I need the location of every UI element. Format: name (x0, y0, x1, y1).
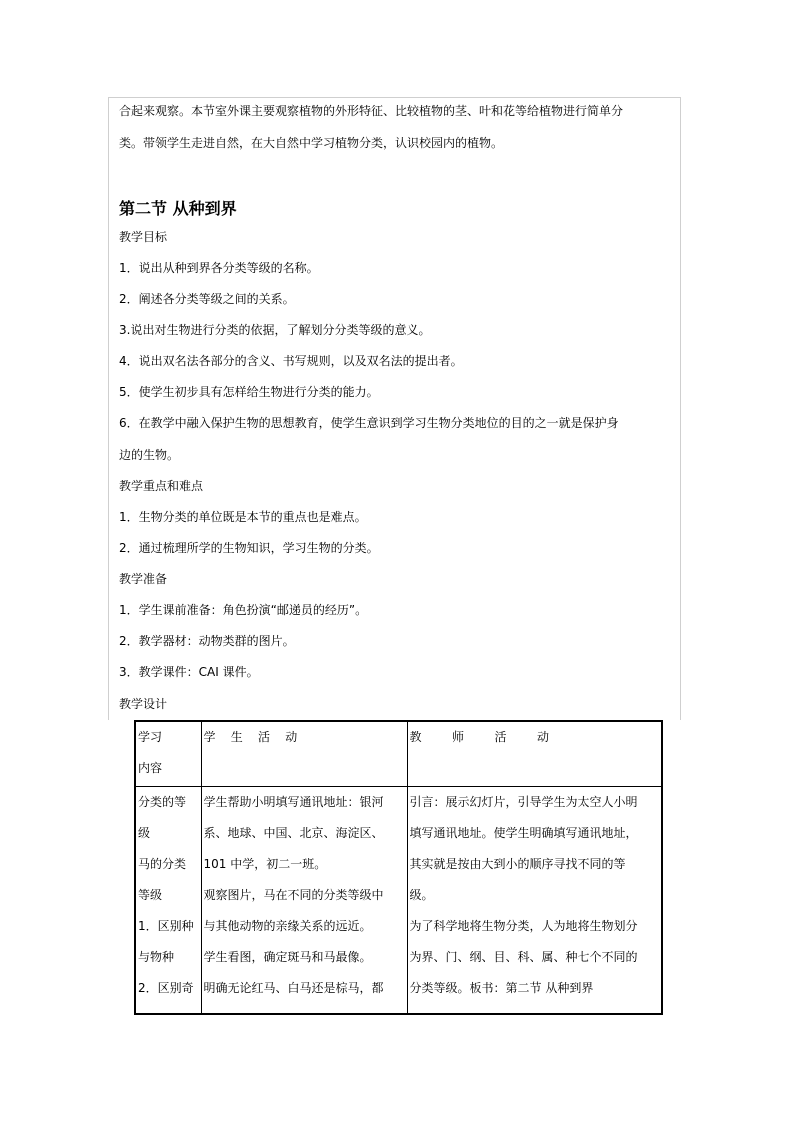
content-cell (135, 787, 201, 1015)
content-line: 等级 (138, 888, 163, 902)
teacher-line: 为了科学地将生物分类，人为地将生物划分 (409, 919, 638, 933)
objective-item: 2．阐述各分类等级之间的关系。 (119, 292, 295, 306)
teacher-line: 填写通讯地址。使学生明确填写通讯地址， (409, 826, 638, 840)
teacher-line: 级。 (409, 888, 434, 902)
intro-line-1: 合起来观察。本节室外课主要观察植物的外形特征、比较植物的茎、叶和花等给植物进行简单分 (119, 104, 624, 118)
header-teacher-label: 教 师 活 动 (409, 730, 550, 744)
teacher-line: 为界、门、纲、目、科、属、种七个不同的 (409, 950, 638, 964)
header-student-label: 学 生 活 动 (203, 730, 298, 744)
content-line: 2．区别奇 (138, 981, 194, 995)
student-line: 观察图片，马在不同的分类等级中 (203, 888, 384, 902)
student-line: 学生帮助小明填写通讯地址：银河 (203, 795, 384, 809)
content-line: 级 (138, 826, 151, 840)
objectives-heading: 教学目标 (119, 230, 168, 244)
objective-item: 边的生物。 (119, 448, 180, 462)
student-line: 学生看图，确定斑马和马最像。 (203, 950, 372, 964)
student-line: 明确无论红马、白马还是棕马，都 (203, 981, 384, 995)
intro-line-2: 类。带领学生走进自然，在大自然中学习植物分类，认识校园内的植物。 (119, 136, 504, 150)
header-content-line: 内容 (138, 761, 163, 775)
table-row (135, 787, 662, 1015)
key-point-item: 2．通过梳理所学的生物知识，学习生物的分类。 (119, 541, 379, 555)
content-line: 1．区别种 (138, 919, 194, 933)
section-title: 第二节 从种到界 (119, 199, 237, 218)
student-line: 101 中学，初二一班。 (203, 857, 327, 871)
page-frame-left (108, 97, 109, 720)
header-content-cell (135, 721, 201, 787)
key-point-item: 1．生物分类的单位既是本节的重点也是难点。 (119, 510, 367, 524)
content-line: 马的分类 (138, 857, 187, 871)
student-line: 与其他动物的亲缘关系的远近。 (203, 919, 372, 933)
page-frame-top (108, 97, 681, 98)
objective-item: 3.说出对生物进行分类的依据，了解划分分类等级的意义。 (119, 323, 431, 337)
teacher-activity-cell (407, 787, 662, 1015)
teacher-line: 引言：展示幻灯片，引导学生为太空人小明 (409, 795, 638, 809)
page-frame-right (680, 97, 681, 720)
objective-item: 1．说出从种到界各分类等级的名称。 (119, 261, 319, 275)
design-heading: 教学设计 (119, 697, 168, 711)
student-activity-cell (201, 787, 407, 1015)
header-teacher-cell (407, 721, 662, 787)
preparation-heading: 教学准备 (119, 572, 168, 586)
content-line: 与物种 (138, 950, 175, 964)
objective-item: 5．使学生初步具有怎样给生物进行分类的能力。 (119, 385, 379, 399)
preparation-item: 2．教学器材：动物类群的图片。 (119, 634, 295, 648)
table-header-row (135, 721, 662, 787)
lesson-design-table (134, 720, 663, 1015)
content-line: 分类的等 (138, 795, 187, 809)
header-content-line: 学习 (138, 730, 163, 744)
student-line: 系、地球、中国、北京、海淀区、 (203, 826, 384, 840)
objective-item: 6．在教学中融入保护生物的思想教育，使学生意识到学习生物分类地位的目的之一就是保护身 (119, 416, 619, 430)
preparation-item: 1．学生课前准备：角色扮演“邮递员的经历”。 (119, 603, 368, 617)
header-student-cell (201, 721, 407, 787)
teacher-line: 分类等级。板书：第二节 从种到界 (409, 981, 594, 995)
teacher-line: 其实就是按由大到小的顺序寻找不同的等 (409, 857, 626, 871)
objective-item: 4．说出双名法各部分的含义、书写规则，以及双名法的提出者。 (119, 354, 463, 368)
preparation-item: 3．教学课件：CAI 课件。 (119, 665, 259, 679)
key-points-heading: 教学重点和难点 (119, 479, 204, 493)
